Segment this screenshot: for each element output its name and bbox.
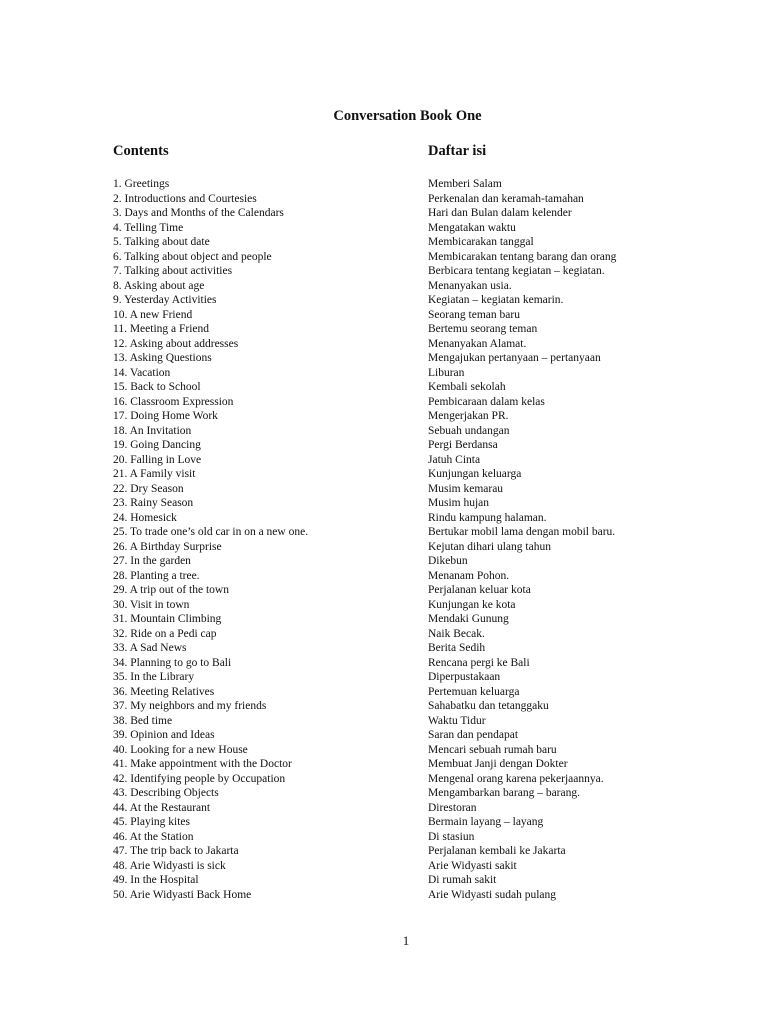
daftar-isi-item: Rindu kampung halaman.: [428, 511, 547, 524]
daftar-isi-item: Jatuh Cinta: [428, 453, 481, 466]
daftar-isi-item: Membuat Janji dengan Dokter: [428, 758, 568, 770]
daftar-isi-item: Mengatakan waktu: [428, 221, 516, 234]
daftar-isi-item: Kejutan dihari ulang tahun: [428, 540, 551, 553]
daftar-isi-item: Saran dan pendapat: [428, 729, 519, 741]
daftar-isi-item: Musim hujan: [428, 497, 490, 509]
contents-item: 24. Homesick: [113, 511, 177, 524]
contents-item: 32. Ride on a Pedi cap: [113, 627, 217, 640]
contents-item: 44. At the Restaurant: [113, 801, 211, 814]
contents-item: 3. Days and Months of the Calendars: [113, 207, 284, 219]
contents-item: 16. Classroom Expression: [113, 395, 234, 408]
daftar-isi-item: Waktu Tidur: [428, 714, 486, 727]
daftar-isi-item: Perkenalan dan keramah-tamahan: [428, 192, 584, 205]
daftar-isi-item: Di stasiun: [428, 830, 475, 843]
contents-item: 50. Arie Widyasti Back Home: [113, 888, 252, 901]
daftar-isi-item: Kunjungan ke kota: [428, 598, 516, 611]
daftar-isi-item: Seorang teman baru: [428, 308, 520, 321]
contents-item: 21. A Family visit: [113, 468, 196, 480]
contents-item: 45. Playing kites: [113, 816, 190, 828]
daftar-isi-item: Berita Sedih: [428, 642, 486, 654]
daftar-isi-item: Kunjungan keluarga: [428, 468, 522, 480]
contents-item: 11. Meeting a Friend: [113, 323, 210, 335]
contents-item: 26. A Birthday Surprise: [113, 540, 222, 553]
daftar-isi-item: Hari dan Bulan dalam kelender: [428, 207, 572, 219]
daftar-isi-list: [428, 177, 616, 902]
daftar-isi-item: Mendaki Gunung: [428, 613, 509, 625]
contents-item: 20. Falling in Love: [113, 453, 202, 466]
daftar-isi-item: Arie Widyasti sudah pulang: [428, 888, 557, 901]
contents-item: 14. Vacation: [113, 366, 171, 379]
daftar-isi-item: Memberi Salam: [428, 178, 502, 190]
contents-item: 29. A trip out of the town: [113, 584, 229, 596]
daftar-isi-item: Pertemuan keluarga: [428, 685, 520, 698]
daftar-isi-item: Naik Becak.: [428, 627, 485, 640]
daftar-isi-item: Arie Widyasti sakit: [428, 859, 517, 872]
daftar-isi-item: Mengerjakan PR.: [428, 410, 509, 422]
daftar-isi-item: Menanyakan usia.: [428, 279, 512, 292]
daftar-isi-item: Di rumah sakit: [428, 874, 497, 886]
contents-item: 46. At the Station: [113, 830, 194, 843]
daftar-isi-item: Menanam Pohon.: [428, 569, 510, 582]
daftar-isi-item: Kegiatan – kegiatan kemarin.: [428, 294, 564, 306]
daftar-isi-item: Liburan: [428, 366, 465, 379]
daftar-isi-item: Berbicara tentang kegiatan – kegiatan.: [428, 265, 605, 277]
daftar-isi-item: Perjalanan keluar kota: [428, 584, 531, 596]
contents-item: 39. Opinion and Ideas: [113, 729, 215, 741]
contents-item: 47. The trip back to Jakarta: [113, 845, 239, 857]
daftar-isi-item: Mengenal orang karena pekerjaannya.: [428, 772, 604, 785]
contents-item: 10. A new Friend: [113, 308, 193, 321]
contents-item: 7. Talking about activities: [113, 265, 233, 277]
daftar-isi-item: Perjalanan kembali ke Jakarta: [428, 845, 566, 857]
daftar-isi-item: Menanyakan Alamat.: [428, 337, 527, 350]
contents-item: 5. Talking about date: [113, 236, 210, 248]
contents-item: 6. Talking about object and people: [113, 250, 272, 263]
daftar-isi-item: Sebuah undangan: [428, 424, 510, 437]
contents-item: 49. In the Hospital: [113, 874, 199, 886]
contents-heading: Contents: [113, 143, 169, 159]
contents-item: 15. Back to School: [113, 381, 201, 393]
daftar-isi-item: Mencari sebuah rumah baru: [428, 743, 557, 756]
contents-item: 12. Asking about addresses: [113, 337, 239, 350]
contents-item: 31. Mountain Climbing: [113, 613, 222, 625]
contents-item: 19. Going Dancing: [113, 439, 201, 451]
contents-item: 35. In the Library: [113, 671, 195, 683]
contents-item: 18. An Invitation: [113, 424, 192, 437]
contents-item: 4. Telling Time: [113, 221, 184, 234]
contents-item: 22. Dry Season: [113, 482, 184, 495]
daftar-isi-item: Mengajukan pertanyaan – pertanyaan: [428, 352, 601, 364]
daftar-isi-item: Diperpustakaan: [428, 671, 501, 683]
contents-item: 23. Rainy Season: [113, 497, 194, 509]
daftar-isi-heading: Daftar isi: [428, 143, 487, 159]
daftar-isi-item: Kembali sekolah: [428, 381, 506, 393]
daftar-isi-item: Pergi Berdansa: [428, 439, 498, 451]
contents-item: 34. Planning to go to Bali: [113, 656, 232, 669]
contents-item: 41. Make appointment with the Doctor: [113, 758, 292, 770]
daftar-isi-item: Membicarakan tanggal: [428, 236, 534, 248]
contents-item: 1. Greetings: [113, 178, 170, 190]
contents-item: 43. Describing Objects: [113, 787, 219, 799]
contents-item: 30. Visit in town: [113, 598, 190, 611]
contents-item: 48. Arie Widyasti is sick: [113, 859, 226, 872]
daftar-isi-item: Bermain layang – layang: [428, 816, 544, 828]
daftar-isi-item: Bertemu seorang teman: [428, 323, 538, 335]
daftar-isi-item: Mengambarkan barang – barang.: [428, 787, 580, 799]
daftar-isi-item: Sahabatku dan tetanggaku: [428, 700, 549, 712]
daftar-isi-item: Musim kemarau: [428, 482, 504, 495]
contents-item: 36. Meeting Relatives: [113, 685, 215, 698]
daftar-isi-item: Direstoran: [428, 801, 477, 814]
contents-item: 28. Planting a tree.: [113, 569, 200, 582]
contents-item: 33. A Sad News: [113, 642, 187, 654]
page-title: Conversation Book One: [333, 108, 482, 124]
daftar-isi-item: Rencana pergi ke Bali: [428, 656, 530, 669]
page-number: 1: [402, 933, 410, 948]
contents-item: 9. Yesterday Activities: [113, 294, 217, 306]
contents-list: [113, 177, 308, 902]
daftar-isi-item: Membicarakan tentang barang dan orang: [428, 250, 617, 263]
contents-item: 27. In the garden: [113, 555, 191, 567]
daftar-isi-item: Pembicaraan dalam kelas: [428, 395, 545, 408]
contents-item: 40. Looking for a new House: [113, 743, 248, 756]
contents-item: 8. Asking about age: [113, 279, 205, 292]
contents-item: 2. Introductions and Courtesies: [113, 192, 257, 205]
contents-item: 37. My neighbors and my friends: [113, 700, 267, 712]
contents-item: 13. Asking Questions: [113, 352, 212, 364]
daftar-isi-item: Dikebun: [428, 555, 468, 567]
contents-item: 25. To trade one’s old car in on a new one.: [113, 526, 309, 538]
contents-item: 38. Bed time: [113, 714, 173, 727]
contents-item: 42. Identifying people by Occupation: [113, 772, 286, 785]
daftar-isi-item: Bertukar mobil lama dengan mobil baru.: [428, 526, 616, 538]
contents-item: 17. Doing Home Work: [113, 410, 218, 422]
